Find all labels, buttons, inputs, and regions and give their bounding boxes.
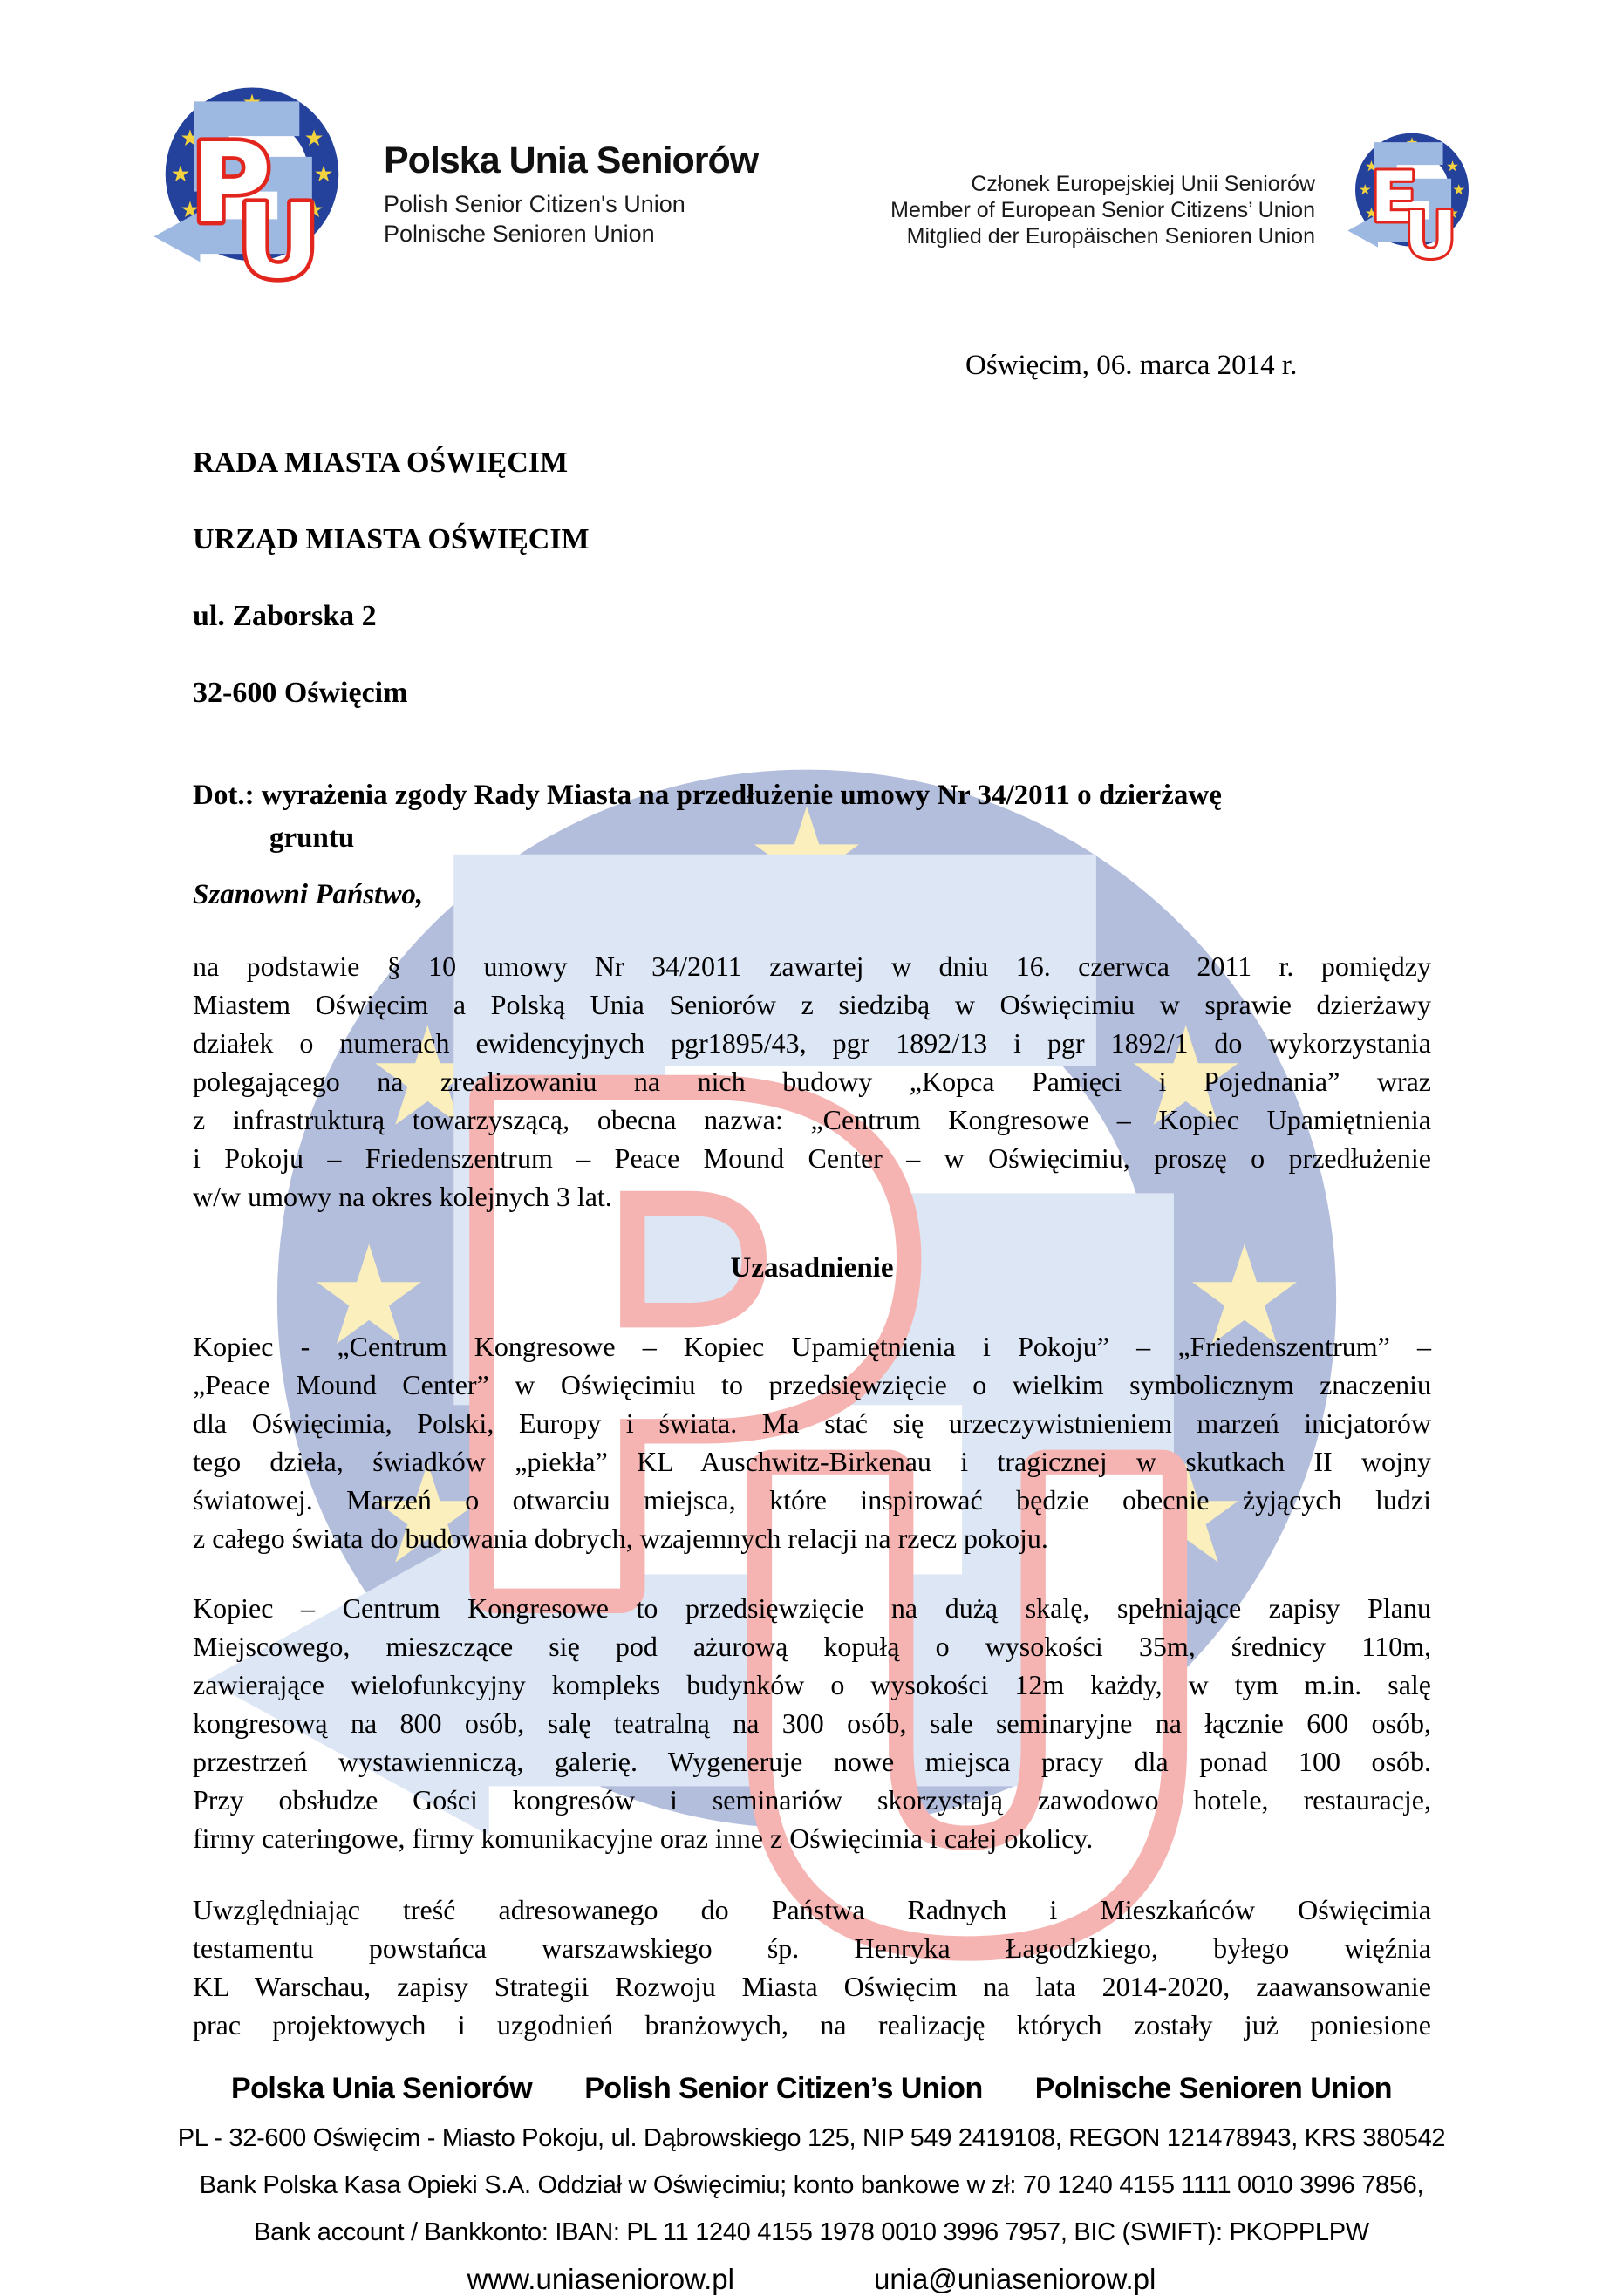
subject-line-2: gruntu <box>269 822 355 854</box>
subject-line <box>193 774 1440 860</box>
membership-en: Member of European Senior Citizens’ Union <box>890 198 1315 222</box>
subject-line-1: Dot.: wyrażenia zgody Rady Miasta na przedłużenie umowy Nr 34/2011 o dzierżawę <box>193 780 1222 811</box>
salutation: Szanowni Państwo, <box>193 879 424 910</box>
eu-logo <box>1333 120 1491 274</box>
footer-address-line: PL - 32-600 Oświęcim - Miasto Pokoju, ul. Dąbrowskiego 125, NIP 549 2419108, REGON 121478943, KRS 380542 <box>177 2124 1446 2152</box>
paragraph-3: Kopiec – Centrum Kongresowe to przedsięwzięcie na dużą skalę, spełniające zapisy Planu Miejscowego, mieszczące się pod ażurową kopułą o wysokości 35m, średnicy 110m, zawierające wielofunkcyjny kompleks budynków o wysokości 12m każdy, w tym m.in. salę kongresową na 800 osób, salę teatralną na 300 osób, sale seminaryjne na łącznie 600 osób, przestrzeń wystawienniczą, galerię. Wygeneruje nowe miejsca pracy dla ponad 100 osób. Przy obsłudze Gości kongresów i seminariów skorzystają zawodowo hotele, restauracje, firmy cateringowe, firmy komunikacyjne oraz inne z Oświęcimia i całej okolicy. <box>193 1592 1431 1854</box>
footer-bank-line-1: Bank Polska Kasa Opieki S.A. Oddział w Oświęcimiu; konto bankowe w zł: 70 1240 4155 1111 0010 3996 7856, <box>199 2171 1424 2199</box>
justification-heading: Uzasadnienie <box>730 1252 894 1284</box>
footer-bank-line-2: Bank account / Bankkonto: IBAN: PL 11 1240 4155 1978 0010 3996 7957, BIC (SWIFT): PKOPPLPW <box>254 2218 1369 2246</box>
org-name-block <box>384 140 907 249</box>
org-subtitle-en: Polish Senior Citizen's Union <box>384 191 685 217</box>
org-title: Polska Unia Seniorów <box>384 140 759 181</box>
membership-block <box>837 171 1315 249</box>
membership-pl: Członek Europejskiej Unii Seniorów <box>971 172 1315 196</box>
org-subtitle-de: Polnische Senioren Union <box>384 221 655 247</box>
paragraph-1: na podstawie § 10 umowy Nr 34/2011 zawartej w dniu 16. czerwca 2011 r. pomiędzy Miastem Oświęcim a Polską Unia Seniorów z siedzibą w Oświęcimiu w sprawie dzierżawy działek o numerach ewidencyjnych pgr1895/43, pgr 1892/13 i pgr 1892/1 do wykorzystania polegającego na zrealizowaniu na nich budowy „Kopca Pamięci i Pojednania” wraz z infrastrukturą towarzyszącą, obecna nazwa: „Centrum Kongresowe – Kopiec Upamiętnienia i Pokoju – Friedenszentrum – Peace Mound Center – w Oświęcimiu, proszę o przedłużenie w/w umowy na okres kolejnych 3 lat. <box>193 950 1431 1212</box>
footer-org-pl: Polska Unia Seniorów <box>230 2072 533 2105</box>
paragraph-4: Uwzględniając treść adresowanego do Państwa Radnych i Mieszkańców Oświęcimia testamentu powstańca warszawskiego śp. Henryka Łagodzkiego, byłego więźnia KL Warschau, zapisy Strategii Rozwoju Miasta Oświęcim na lata 2014-2020, zaawansowanie prac projektowych i uzgodnień branżowych, na realizację których zostały już poniesione <box>193 1894 1431 2041</box>
recipient-line-2: URZĄD MIASTA OŚWIĘCIM <box>193 523 590 555</box>
footer-org-en: Polish Senior Citizen’s Union <box>584 2072 983 2105</box>
pus-logo <box>131 68 373 296</box>
membership-de: Mitglied der Europäischen Senioren Union <box>906 224 1315 249</box>
date-line: Oświęcim, 06. marca 2014 r. <box>965 350 1298 381</box>
footer-email-link: unia@uniaseniorow.pl <box>873 2263 1156 2295</box>
footer-org-de: Polnische Senioren Union <box>1034 2072 1392 2105</box>
footer-org-names <box>0 2072 1623 2106</box>
footer-website-link: www.uniaseniorow.pl <box>467 2263 734 2295</box>
recipient-block <box>193 425 590 732</box>
recipient-line-3: ul. Zaborska 2 <box>193 600 377 632</box>
recipient-line-1: RADA MIASTA OŚWIĘCIM <box>193 446 569 479</box>
recipient-line-4: 32-600 Oświęcim <box>193 677 408 709</box>
paragraph-2: Kopiec - „Centrum Kongresowe – Kopiec Upamiętnienia i Pokoju” – „Friedenszentrum” – „Peace Mound Center” w Oświęcimiu to przedsięwzięcie o wielkim symbolicznym znaczeniu dla Oświęcimia, Polski, Europy i świata. Ma stać się urzeczywistnieniem marzeń inicjatorów tego dzieła, świadków „piekła” KL Auschwitz-Birkenau i tragicznej w skutkach II wojny światowej. Marzeń o otwarciu miejsca, które inspirować będzie obecnie żyjących ludzi z całego świata do budowania dobrych, wzajemnych relacji na rzecz pokoju. <box>193 1331 1431 1554</box>
letter-footer <box>0 2072 1623 2296</box>
